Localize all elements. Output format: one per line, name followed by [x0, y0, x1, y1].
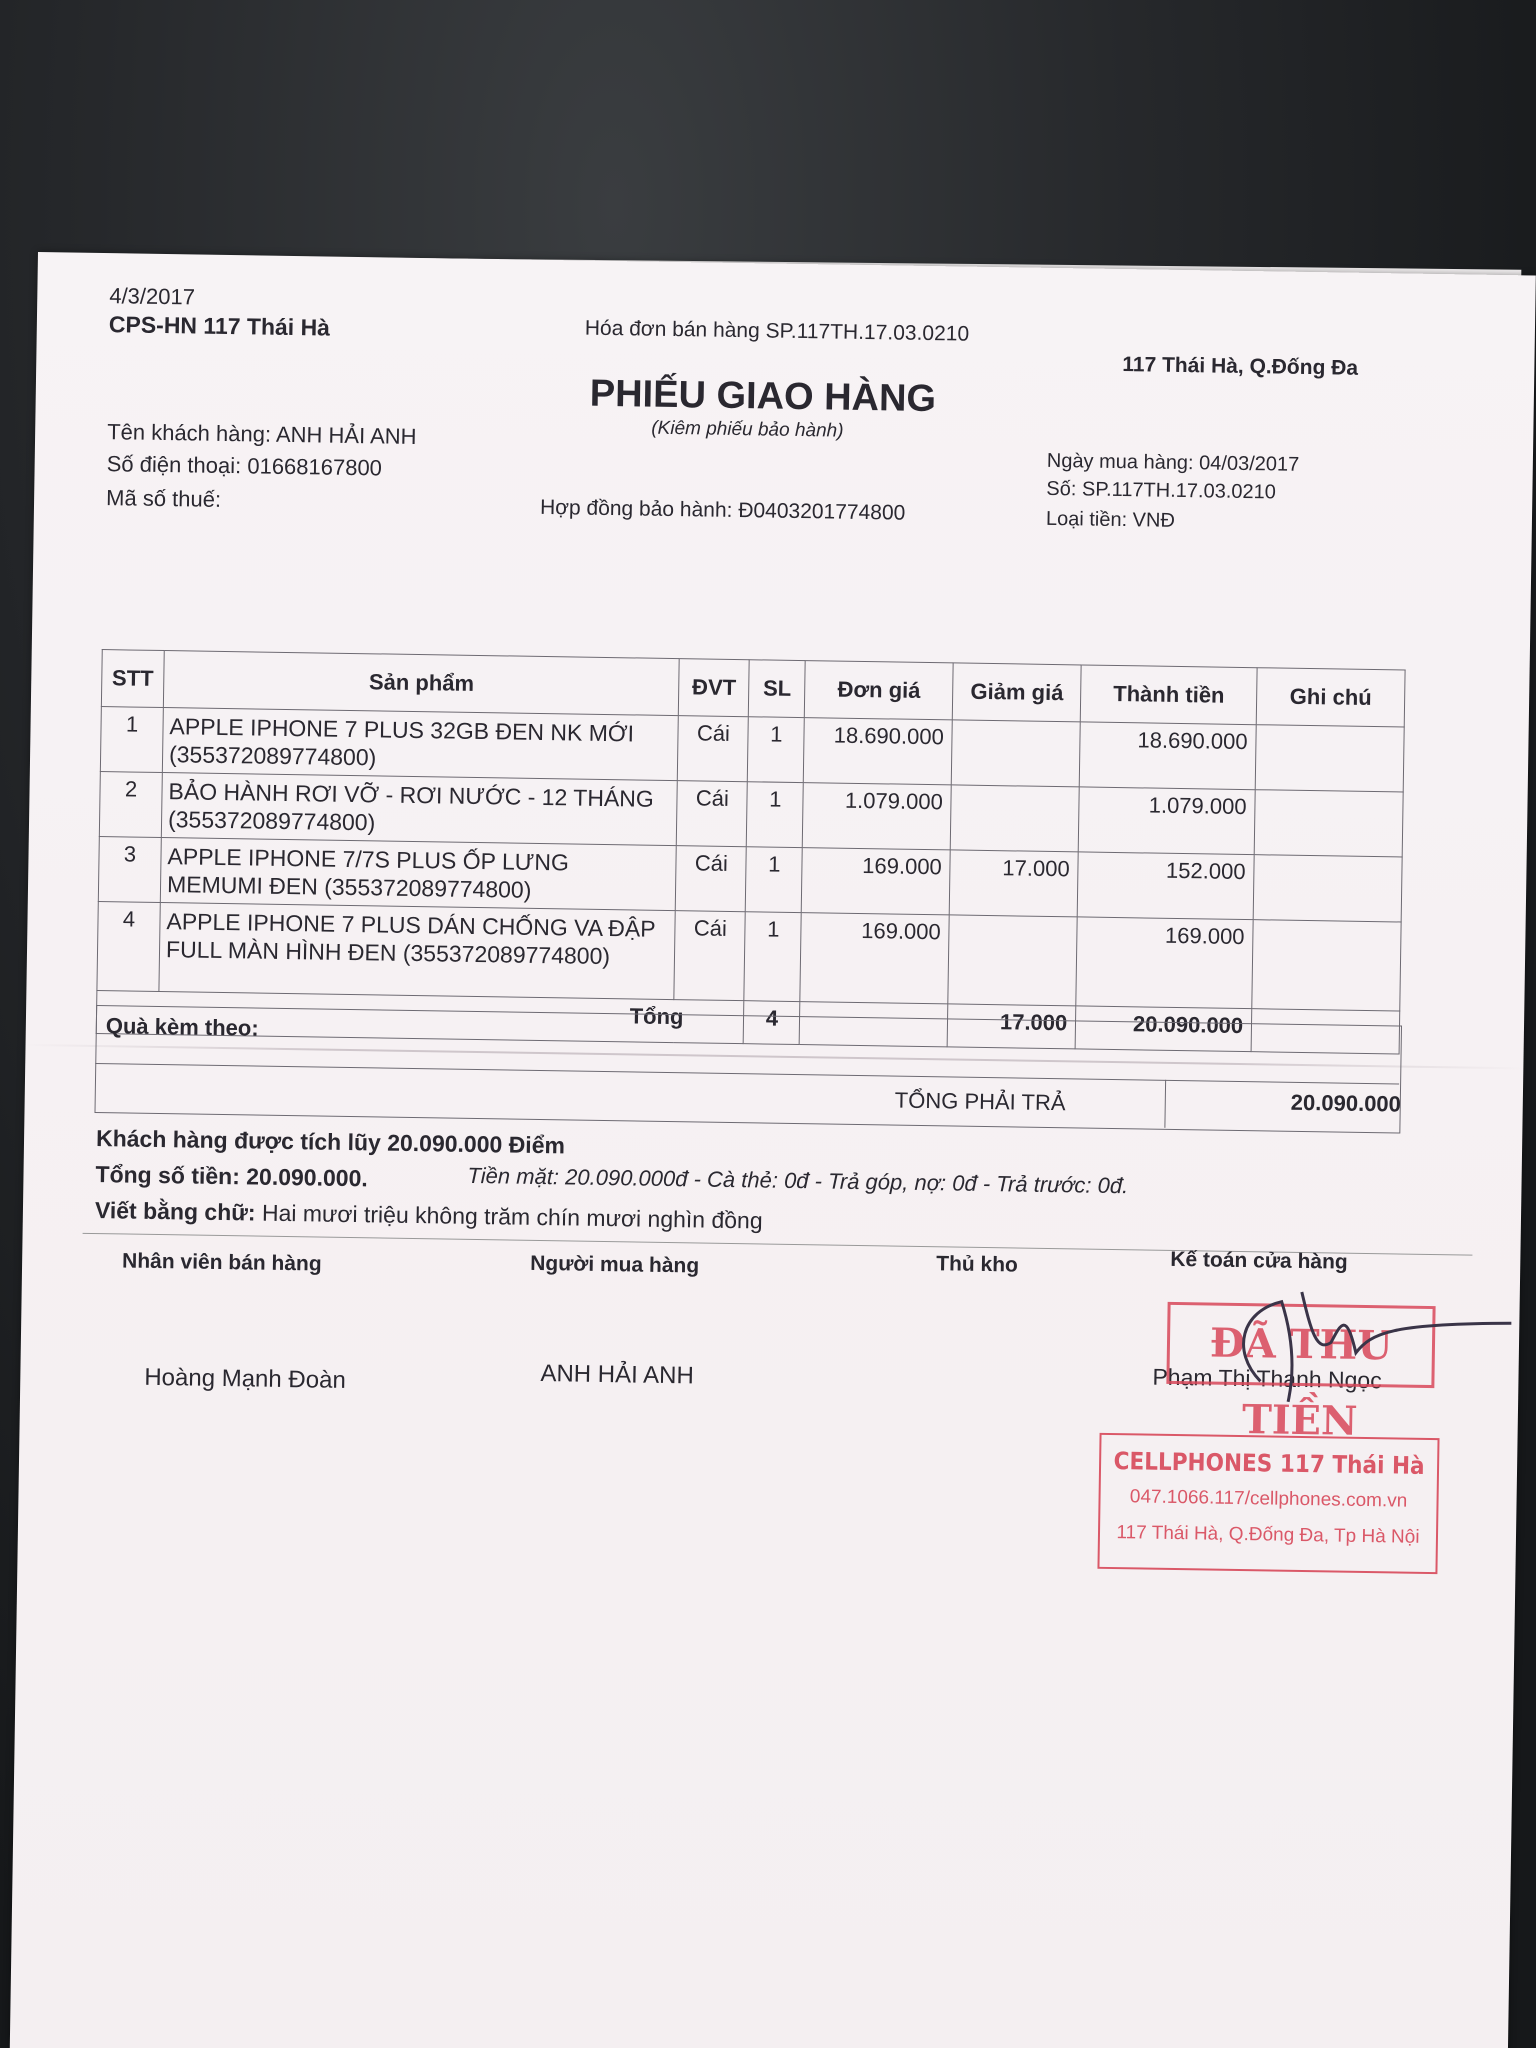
line-amount: 169.000 — [1076, 917, 1253, 1009]
note — [1253, 855, 1402, 922]
gift-box — [94, 1005, 1402, 1134]
print-date: 4/3/2017 — [109, 283, 196, 310]
loyalty-points: Khách hàng được tích lũy 20.090.000 Điểm — [95, 1125, 566, 1159]
note — [1254, 790, 1403, 857]
customer-phone-row — [106, 451, 382, 481]
customer-name-label: Tên khách hàng: — [106, 419, 272, 447]
purchase-date-row — [1047, 450, 1300, 477]
row-index: 1 — [100, 707, 163, 773]
column-header: Sản phẩm — [163, 651, 679, 716]
discount — [952, 720, 1081, 787]
unit-price: 18.690.000 — [804, 718, 953, 785]
grand-total-label: TỔNG PHẢI TRẢ — [894, 1087, 1066, 1116]
total-discount: 17.000 — [947, 1004, 1076, 1049]
shop-stamp-contact: 047.1066.117/cellphones.com.vn — [1129, 1486, 1408, 1512]
quantity: 1 — [744, 912, 801, 1002]
shop-stamp-name: CELLPHONES 117 Thái Hà — [1113, 1447, 1425, 1480]
customer-name-row — [107, 419, 417, 450]
unit: Cái — [676, 846, 747, 912]
warranty-contract-row — [540, 496, 906, 526]
items-table — [96, 649, 1406, 1054]
accountant-name: Phạm Thị Thanh Ngọc — [1152, 1363, 1382, 1394]
discount — [951, 785, 1080, 852]
receipt-number: SP.117TH.17.03.0210 — [1081, 478, 1277, 504]
branch-name: CPS-HN 117 Thái Hà — [108, 311, 331, 341]
purchase-date: 04/03/2017 — [1198, 452, 1300, 476]
line-amount: 18.690.000 — [1079, 722, 1256, 790]
customer-phone-label: Số điện thoại: — [106, 451, 242, 479]
column-header: Thành tiền — [1080, 665, 1257, 725]
payment-breakdown: Tiền mặt: 20.090.000đ - Cà thẻ: 0đ - Trả góp, nợ: 0đ - Trả trước: 0đ. — [467, 1162, 1129, 1199]
row-index: 2 — [99, 772, 162, 838]
buyer-label: Người mua hàng — [529, 1251, 700, 1278]
document-title: PHIẾU GIAO HÀNG — [589, 372, 937, 421]
tax-code-label: Mã số thuế: — [105, 485, 222, 512]
discount: 17.000 — [950, 850, 1079, 917]
quantity: 1 — [746, 847, 803, 913]
purchase-date-label: Ngày mua hàng: — [1046, 449, 1194, 475]
amount-in-words: Hai mươi triệu không trăm chín mươi nghìn đồng — [261, 1199, 763, 1234]
invoice-reference: Hóa đơn bán hàng SP.117TH.17.03.0210 — [584, 316, 970, 346]
note — [1255, 725, 1404, 792]
unit: Cái — [677, 781, 748, 847]
product-name: APPLE IPHONE 7/7S PLUS ỐP LƯNG MEMUMI ĐEN (355372089774800) — [160, 838, 676, 911]
paid-stamp: ĐÃ THU TIỀN — [1166, 1302, 1435, 1388]
product-name: BẢO HÀNH RƠI VỠ - RƠI NƯỚC - 12 THÁNG (355372089774800) — [161, 773, 677, 846]
customer-name: ANH HẢI ANH — [275, 421, 417, 449]
unit: Cái — [674, 911, 745, 1001]
column-header: Giảm giá — [953, 663, 1082, 722]
quantity: 1 — [748, 717, 805, 783]
total-quantity: 4 — [744, 1001, 801, 1045]
store-address: 117 Thái Hà, Q.Đống Đa — [1122, 353, 1359, 380]
amount-in-words-row — [95, 1197, 763, 1234]
column-header: SL — [749, 660, 806, 718]
row-index: 3 — [98, 837, 161, 903]
unit-price: 169.000 — [802, 848, 951, 915]
gift-label: Quà kèm theo: — [105, 1013, 259, 1041]
receipt-number-row — [1046, 478, 1276, 505]
total-label: Tổng — [96, 991, 744, 1044]
seller-label: Nhân viên bán hàng — [121, 1249, 322, 1276]
amount-in-words-label: Viết bằng chữ: — [94, 1197, 256, 1226]
currency-label: Loại tiền: — [1045, 507, 1128, 532]
currency: VNĐ — [1132, 509, 1176, 532]
buyer-name: ANH HẢI ANH — [540, 1360, 695, 1390]
discount — [948, 915, 1077, 1006]
line-amount: 152.000 — [1077, 852, 1254, 920]
seller-name: Hoàng Mạnh Đoàn — [144, 1363, 346, 1394]
warehouse-label: Thủ kho — [936, 1252, 1019, 1277]
unit: Cái — [678, 716, 749, 782]
product-name: APPLE IPHONE 7 PLUS 32GB ĐEN NK MỚI (355372089774800) — [162, 708, 678, 781]
warranty-contract-number: Đ0403201774800 — [738, 499, 906, 525]
line-amount: 1.079.000 — [1078, 787, 1255, 855]
quantity: 1 — [747, 782, 804, 848]
receipt-number-label: Số: — [1046, 477, 1077, 501]
warranty-contract-label: Hợp đồng bảo hành: — [539, 495, 733, 522]
note — [1252, 920, 1401, 1011]
grand-total-amount: 20.090.000 — [1290, 1089, 1402, 1117]
customer-phone: 01668167800 — [247, 453, 383, 481]
currency-row — [1046, 508, 1175, 533]
column-header: ĐVT — [679, 659, 750, 717]
delivery-receipt — [10, 252, 1536, 2048]
total-money-label: Tổng số tiền: 20.090.000. — [95, 1161, 368, 1192]
handwritten-signature — [1220, 1271, 1522, 1416]
shop-stamp — [1097, 1433, 1439, 1574]
unit-price: 1.079.000 — [803, 783, 952, 850]
column-header: STT — [101, 650, 164, 708]
document-subtitle: (Kiêm phiếu bảo hành) — [651, 417, 844, 442]
unit-price: 169.000 — [800, 913, 949, 1004]
column-header: Đơn giá — [805, 661, 954, 720]
column-header: Ghi chú — [1256, 668, 1405, 727]
accountant-label: Kế toán cửa hàng — [1170, 1247, 1348, 1274]
product-name: APPLE IPHONE 7 PLUS DÁN CHỐNG VA ĐẬP FULL MÀN HÌNH ĐEN (355372089774800) — [159, 903, 676, 1000]
total-amount: 20.090.000 — [1075, 1006, 1252, 1052]
shop-stamp-address: 117 Thái Hà, Q.Đống Đa, Tp Hà Nội — [1116, 1522, 1420, 1548]
row-index: 4 — [97, 902, 160, 992]
